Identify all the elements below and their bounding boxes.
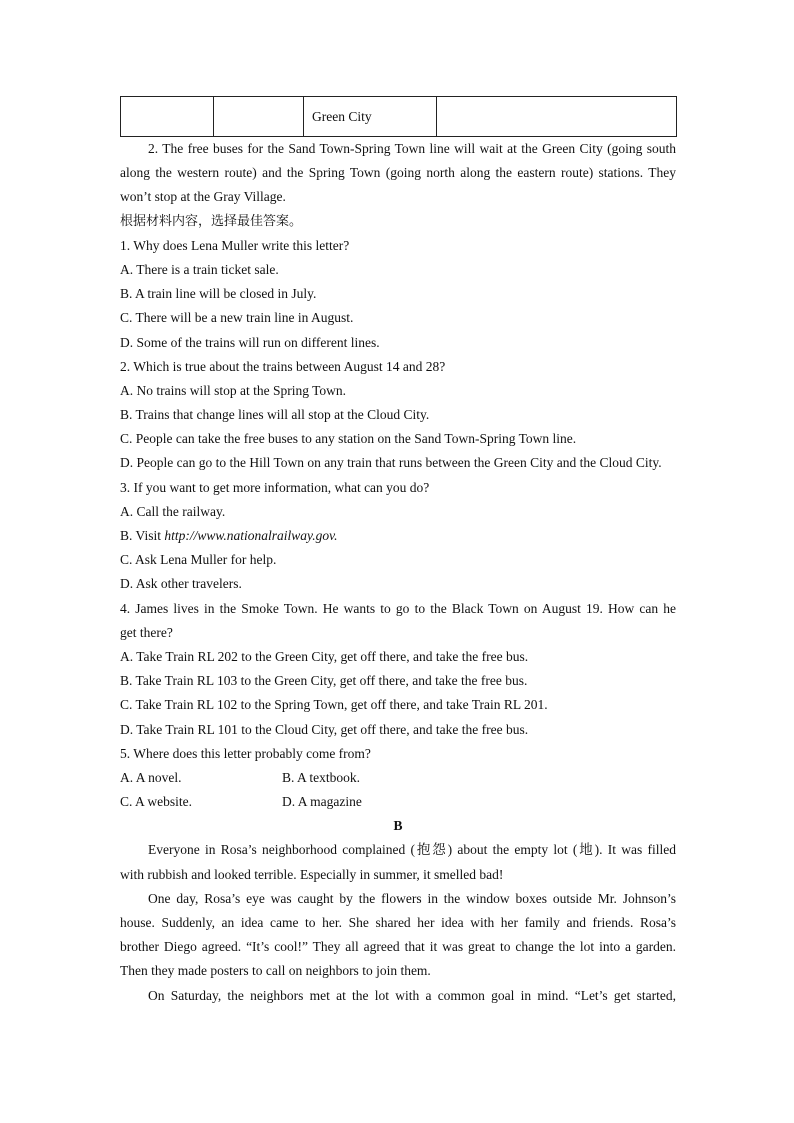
- question-text: 1. Why does Lena Muller write this letter?: [120, 237, 350, 253]
- passage-line: with rubbish and looked terrible. Especially in summer, it smelled bad!: [120, 866, 504, 882]
- option-b-label: B. Visit: [120, 528, 165, 543]
- website-url: http://www.nationalrailway.gov.: [164, 528, 338, 543]
- note-line: 2. The free buses for the Sand Town-Spring Town line will wait at the Green City (going south: [148, 141, 676, 156]
- option-b: B. A textbook.: [282, 769, 361, 785]
- option-a: A. There is a train ticket sale.: [120, 261, 279, 277]
- question-4: [120, 597, 676, 742]
- option-d: D. Some of the trains will run on different lines.: [120, 334, 380, 350]
- table-cell: [121, 97, 214, 137]
- question-5: [120, 742, 676, 815]
- option-b: B. A train line will be closed in July.: [120, 286, 317, 302]
- section-heading: B: [393, 818, 403, 834]
- section-b: [120, 814, 676, 1008]
- question-text-cont: get there?: [120, 624, 173, 640]
- option-d: D. People can go to the Hill Town on any train that runs between the Green City and the Cloud City.: [120, 455, 662, 471]
- passage-line: brother Diego agreed. “It’s cool!” They all agreed that it was great to change the lot into a garden.: [120, 939, 676, 955]
- option-b: B. Trains that change lines will all stop at the Cloud City.: [120, 407, 430, 423]
- passage-line: house. Suddenly, an idea came to her. She shared her idea with her family and friends. Rosa’s: [120, 915, 676, 930]
- note-line: won’t stop at the Gray Village.: [120, 189, 286, 205]
- question-text: 4. James lives in the Smoke Town. He wants to go to the Black Town on August 19. How can he: [120, 600, 676, 616]
- option-b: [120, 524, 676, 548]
- option-a: A. Call the railway.: [120, 503, 226, 519]
- passage-line: One day, Rosa’s eye was caught by the flowers in the window boxes outside Mr. Johnson’s: [148, 890, 676, 906]
- option-a: A. Take Train RL 202 to the Green City, get off there, and take the free bus.: [120, 648, 529, 664]
- option-a: A. A novel.: [120, 769, 182, 785]
- option-d: D. Ask other travelers.: [120, 576, 242, 592]
- option-c: C. Ask Lena Muller for help.: [120, 552, 277, 568]
- question-text: 5. Where does this letter probably come from?: [120, 745, 371, 761]
- table-cell: [437, 97, 677, 137]
- question-text: 3. If you want to get more information, what can you do?: [120, 479, 430, 495]
- option-d: D. Take Train RL 101 to the Cloud City, get off there, and take the free bus.: [120, 721, 529, 737]
- option-c: C. Take Train RL 102 to the Spring Town, get off there, and take Train RL 201.: [120, 697, 548, 713]
- document-page: [120, 96, 676, 1008]
- option-b: B. Take Train RL 103 to the Green City, get off there, and take the free bus.: [120, 673, 528, 689]
- question-2: [120, 355, 676, 476]
- note-2: [120, 137, 676, 210]
- note-line: along the western route) and the Spring Town (going north along the eastern route) stations. They: [120, 165, 676, 181]
- table-cell: Green City: [304, 97, 437, 137]
- passage-line: Everyone in Rosa’s neighborhood complained (抱怨) about the empty lot (地). It was filled: [148, 842, 676, 858]
- table-row: [121, 97, 677, 137]
- option-c: C. There will be a new train line in August.: [120, 310, 354, 326]
- passage-line: Then they made posters to call on neighbors to join them.: [120, 963, 431, 979]
- question-1: [120, 234, 676, 355]
- options-row: [120, 790, 676, 814]
- instruction: 根据材料内容，选择最佳答案。: [120, 213, 303, 229]
- passage-line: On Saturday, the neighbors met at the lot with a common goal in mind. “Let’s get started,: [148, 987, 676, 1003]
- routes-table: [120, 96, 677, 137]
- table-cell: [214, 97, 304, 137]
- options-row: [120, 766, 676, 790]
- option-d: D. A magazine: [282, 794, 362, 810]
- option-c: C. People can take the free buses to any station on the Sand Town-Spring Town line.: [120, 431, 577, 447]
- option-c: C. A website.: [120, 794, 193, 810]
- option-a: A. No trains will stop at the Spring Town.: [120, 382, 347, 398]
- question-3: [120, 476, 676, 597]
- question-text: 2. Which is true about the trains between August 14 and 28?: [120, 358, 446, 374]
